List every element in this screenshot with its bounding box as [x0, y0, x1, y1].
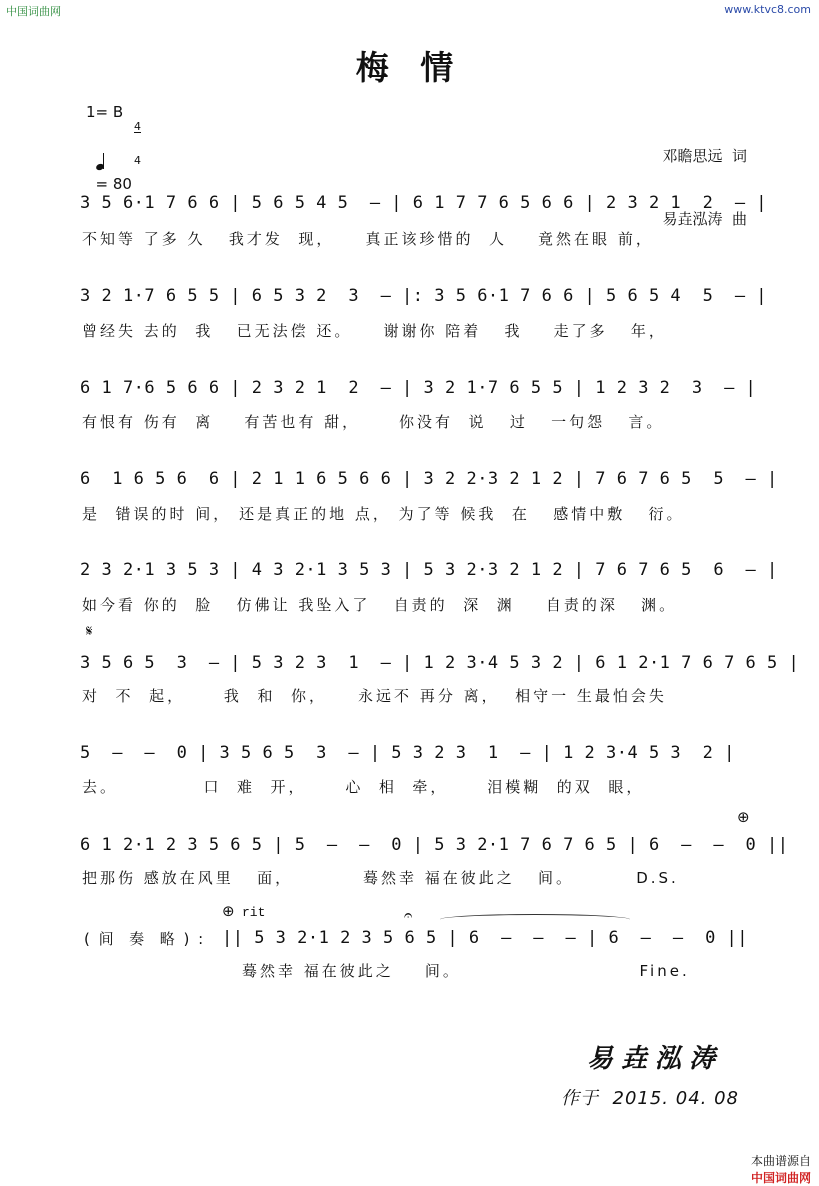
tempo-value: = 80 — [95, 175, 132, 193]
interlude-note: ( 间 奏 略 ) : — [84, 930, 206, 948]
lyrics-row-2: 曾经失 去的 我 已无法偿 还。 谢谢你 陪着 我 走了多 年， — [82, 322, 667, 340]
notes-row-2: 3 2 1·7 6 5 5 | 6 5 3 2 3 — |: 3 5 6·1 7 6 6 | 5 6 5 4 5 — | — [80, 286, 768, 306]
lyrics-row-5: 如今看 你的 脸 仿佛让 我坠入了 自责的 深 渊 自责的深 渊。 — [82, 596, 678, 614]
site-watermark-right[interactable]: www.ktvc8.com — [724, 3, 811, 16]
quarter-note-icon — [95, 162, 105, 170]
composer-credit: 易垚泓涛 曲 — [662, 210, 747, 228]
time-signature-top: 4 — [134, 120, 141, 133]
credits — [662, 104, 747, 251]
segno-sign: 𝄋 — [86, 622, 93, 640]
lyrics-row-4: 是 错误的时 间， 还是真正的地 点， 为了等 候我 在 感情中敷 衍。 — [82, 505, 685, 523]
key-signature: 1= B — [86, 103, 124, 121]
song-title: 梅 情 — [355, 48, 464, 87]
fermata-sign: 𝄐 — [404, 906, 413, 924]
tempo-marking — [86, 135, 132, 193]
notes-row-5: 2 3 2·1 3 5 3 | 4 3 2·1 3 5 3 | 5 3 2·3 2 1 2 | 7 6 7 6 5 6 — | — [80, 560, 778, 580]
site-watermark-left[interactable]: 中国词曲网 — [6, 5, 61, 18]
lyrics-row-7: 去。 口 难 开， 心 相 牵， 泪模糊 的双 眼， — [82, 778, 645, 796]
notes-row-8: 6 1 2·1 2 3 5 6 5 | 5 — — 0 | 5 3 2·1 7 6 7 6 5 | 6 — — 0 || — [80, 835, 789, 855]
footer-prefix: 本曲谱源自 — [750, 1154, 811, 1168]
rit-marking: rit — [242, 905, 266, 920]
notes-row-1: 3 5 6·1 7 6 6 | 5 6 5 4 5 — | 6 1 7 7 6 5 6 6 | 2 3 2 1 2 — | — [80, 193, 768, 213]
coda-sign-left: ⊕ — [222, 902, 235, 920]
author-signature: 易垚泓涛 — [586, 1044, 723, 1074]
footer-source — [743, 1138, 811, 1186]
coda-sign-right: ⊕ — [737, 808, 750, 826]
time-signature-bottom: 4 — [134, 154, 141, 167]
time-signature — [134, 99, 141, 177]
notes-row-7: 5 — — 0 | 3 5 6 5 3 — | 5 3 2 3 1 — | 1 2 3·4 5 3 2 | — [80, 743, 735, 763]
lyrics-row-9: 蓦然幸 福在彼此之 间。 Fine. — [242, 962, 690, 980]
lyrics-row-3: 有恨有 伤有 离 有苦也有 甜， 你没有 说 过 一句怨 言。 — [82, 413, 665, 431]
lyrics-row-8: 把那伤 感放在风里 面， 蓦然幸 福在彼此之 间。 D.S. — [82, 869, 679, 887]
composition-date: 作于 2015. 04. 08 — [561, 1088, 739, 1109]
notes-row-6: 3 5 6 5 3 — | 5 3 2 3 1 — | 1 2 3·4 5 3 2 | 6 1 2·1 7 6 7 6 5 | — [80, 653, 800, 673]
notes-row-3: 6 1 7·6 5 6 6 | 2 3 2 1 2 — | 3 2 1·7 6 5 5 | 1 2 3 2 3 — | — [80, 378, 757, 398]
notes-row-4: 6 1 6 5 6 6 | 2 1 1 6 5 6 6 | 3 2 2·3 2 1 2 | 7 6 7 6 5 5 — | — [80, 469, 778, 489]
tie-long — [440, 914, 630, 925]
lyricist-credit: 邓瞻思远 词 — [662, 147, 747, 165]
lyrics-row-1: 不知等 了多 久 我才发 现， 真正该珍惜的 人 竟然在眼 前， — [82, 230, 654, 248]
footer-site-link[interactable]: 中国词曲网 — [750, 1171, 811, 1185]
lyrics-row-6: 对 不 起， 我 和 你， 永远不 再分 离， 相守一 生最怕会失 — [82, 687, 667, 705]
notes-row-9: || 5 3 2·1 2 3 5 6 5 | 6 — — — | 6 — — 0 || — [222, 928, 749, 948]
